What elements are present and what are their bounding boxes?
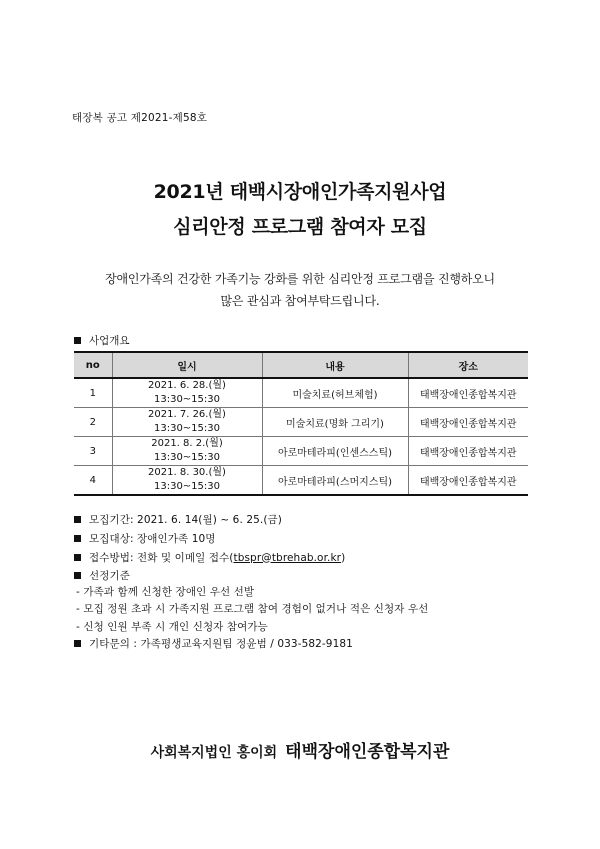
- cell-place: 태백장애인종합복지관: [408, 437, 528, 466]
- application-method: [74, 550, 345, 565]
- cell-date: [112, 408, 262, 437]
- criteria-item: - 모집 정원 초과 시 가족지원 프로그램 참여 경험이 없거나 적은 신청자 우선: [76, 603, 429, 615]
- intro-line2: 많은 관심과 참여부탁드립니다.: [220, 294, 380, 308]
- table-row: [74, 408, 528, 437]
- cell-date-day: 2021. 8. 2.(월): [151, 438, 223, 449]
- inquiry: [74, 636, 353, 651]
- cell-date: [112, 466, 262, 496]
- cell-no: 1: [74, 378, 112, 408]
- organization-prefix: 사회복지법인 홍이회: [150, 745, 278, 761]
- organization-signature: [0, 737, 600, 762]
- cell-content: 미술치료(명화 그리기): [262, 408, 408, 437]
- inquiry-text: 기타문의 : 가족평생교육지원팀 정윤범 / 033-582-9181: [89, 638, 353, 650]
- recruit-period-text: 모집기간: 2021. 6. 14(월) ~ 6. 25.(금): [89, 514, 282, 526]
- intro-line1: 장애인가족의 건강한 가족기능 강화를 위한 심리안정 프로그램을 진행하오니: [105, 272, 495, 286]
- cell-place: 태백장애인종합복지관: [408, 466, 528, 496]
- cell-date: [112, 437, 262, 466]
- recruit-period: [74, 512, 282, 527]
- square-bullet-icon: [74, 572, 81, 579]
- application-method-suffix: ): [341, 551, 346, 564]
- recruit-target-text: 모집대상: 장애인가족 10명: [89, 533, 216, 545]
- cell-date-time: 13:30~15:30: [153, 394, 220, 405]
- header-content: 내용: [262, 352, 408, 378]
- square-bullet-icon: [74, 516, 81, 523]
- cell-date-day: 2021. 8. 30.(월): [148, 467, 226, 478]
- page-title-line2: 심리안정 프로그램 참여자 모집: [173, 216, 427, 238]
- overview-heading-label: 사업개요: [89, 335, 130, 347]
- email-link[interactable]: tbspr@tbrehab.or.kr: [233, 551, 342, 564]
- table-row: [74, 466, 528, 496]
- program-schedule-table: [74, 351, 528, 496]
- header-no: no: [74, 352, 112, 378]
- cell-content: 미술치료(허브체험): [262, 378, 408, 408]
- cell-no: 3: [74, 437, 112, 466]
- criteria-item: - 가족과 함께 신청한 장애인 우선 선발: [76, 586, 255, 598]
- square-bullet-icon: [74, 337, 81, 344]
- criteria-heading: [74, 568, 130, 583]
- table-header-row: [74, 352, 528, 378]
- table-row: [74, 378, 528, 408]
- cell-date-time: 13:30~15:30: [153, 481, 220, 492]
- page-title-line1: 2021년 태백시장애인가족지원사업: [153, 181, 447, 203]
- cell-content: 아로마테라피(인센스스틱): [262, 437, 408, 466]
- cell-date-time: 13:30~15:30: [153, 423, 220, 434]
- cell-place: 태백장애인종합복지관: [408, 378, 528, 408]
- header-place: 장소: [408, 352, 528, 378]
- cell-no: 2: [74, 408, 112, 437]
- header-date: 일시: [112, 352, 262, 378]
- cell-date-day: 2021. 7. 26.(월): [148, 409, 226, 420]
- square-bullet-icon: [74, 640, 81, 647]
- cell-content: 아로마테라피(스머지스틱): [262, 466, 408, 496]
- cell-place: 태백장애인종합복지관: [408, 408, 528, 437]
- cell-no: 4: [74, 466, 112, 496]
- square-bullet-icon: [74, 535, 81, 542]
- application-method-prefix: 접수방법: 전화 및 이메일 접수(: [89, 552, 234, 564]
- criteria-item: - 신청 인원 부족 시 개인 신청자 참여가능: [76, 621, 268, 633]
- cell-date-day: 2021. 6. 28.(월): [148, 380, 226, 391]
- table-row: [74, 437, 528, 466]
- cell-date: [112, 378, 262, 408]
- notice-number: 태장복 공고 제2021-제58호: [72, 112, 208, 124]
- overview-heading: [74, 333, 130, 348]
- organization-name: 태백장애인종합복지관: [285, 742, 450, 762]
- recruit-target: [74, 531, 216, 546]
- square-bullet-icon: [74, 554, 81, 561]
- cell-date-time: 13:30~15:30: [153, 452, 220, 463]
- criteria-heading-label: 선정기준: [89, 570, 130, 582]
- intro-text: [0, 268, 600, 312]
